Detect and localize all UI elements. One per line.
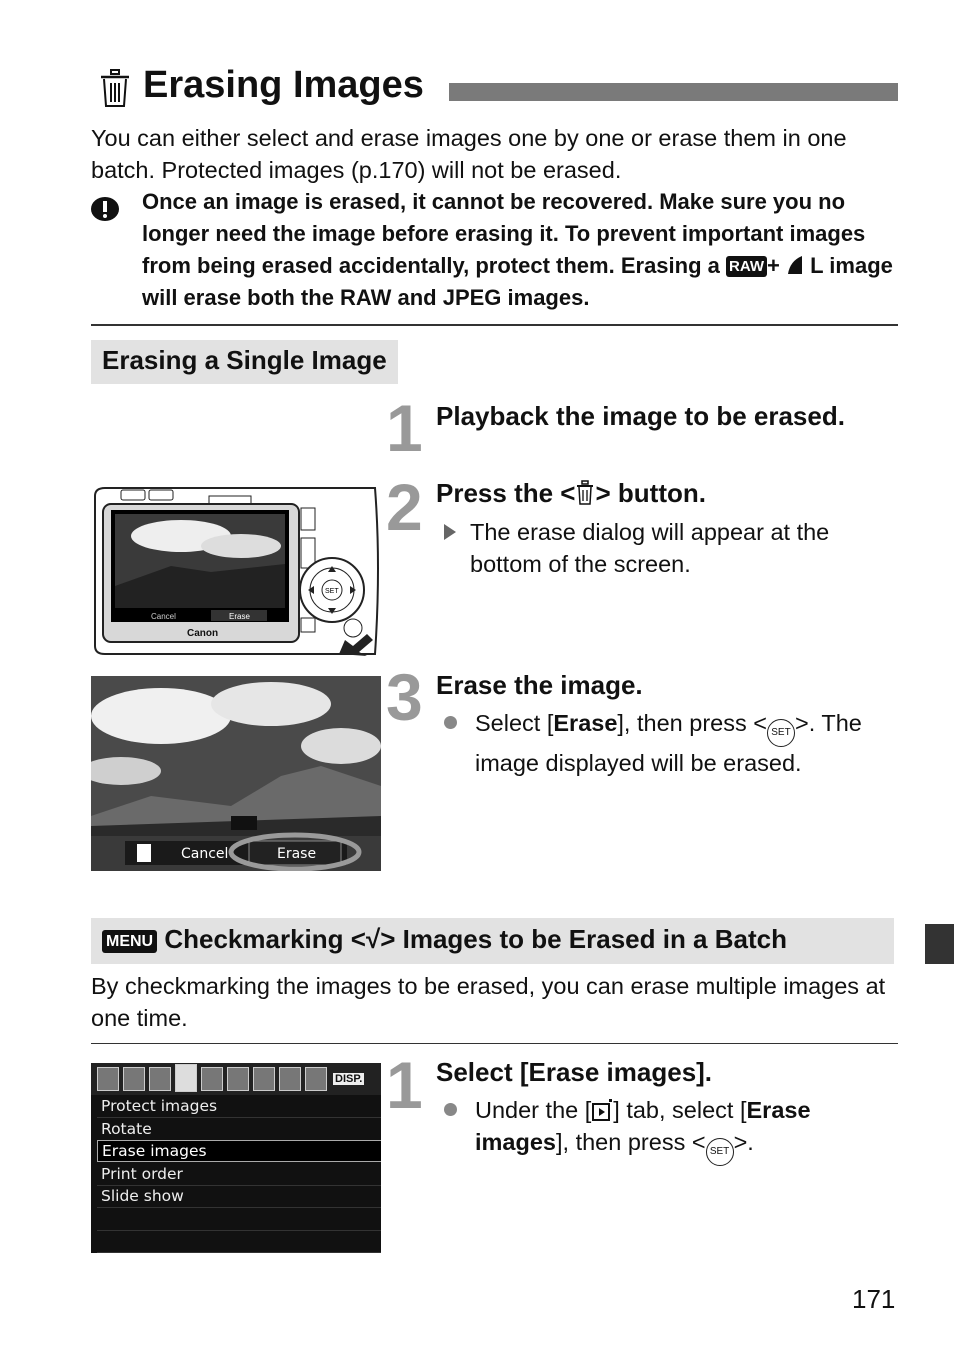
set-button-icon: SET bbox=[706, 1138, 734, 1166]
menu-item-empty bbox=[97, 1208, 381, 1231]
menu-item-rotate: Rotate bbox=[97, 1118, 381, 1141]
menu-tab bbox=[279, 1067, 301, 1091]
step-title-pre: Press the < bbox=[436, 478, 576, 508]
step-number: 1 bbox=[386, 391, 423, 465]
step-title: Playback the image to be erased. bbox=[436, 401, 845, 431]
check-mark: √ bbox=[365, 924, 381, 954]
quality-l: L bbox=[810, 253, 824, 278]
camera-cancel-label: Cancel bbox=[151, 612, 176, 621]
camera-brand: Canon bbox=[187, 628, 219, 639]
bullet-pre: Under the [ bbox=[475, 1097, 592, 1123]
disp-badge: DISP. bbox=[335, 1073, 363, 1085]
divider bbox=[91, 324, 898, 326]
result-arrow-icon bbox=[444, 524, 456, 540]
menu-tab bbox=[227, 1067, 249, 1091]
step-number: 3 bbox=[386, 660, 423, 734]
screen-erase-label: Erase bbox=[277, 846, 317, 862]
section-heading-single: Erasing a Single Image bbox=[91, 340, 398, 384]
camera-erase-label: Erase bbox=[229, 612, 250, 621]
menu-item-slide-show: Slide show bbox=[97, 1185, 381, 1208]
divider bbox=[91, 1043, 898, 1044]
bullet-post: ], then press < bbox=[556, 1129, 706, 1155]
section-heading-batch bbox=[91, 918, 894, 964]
caution-icon bbox=[90, 194, 120, 224]
step-title: Erase the image. bbox=[436, 670, 643, 700]
batch-intro-text: By checkmarking the images to be erased, you can erase multiple images at one time. bbox=[91, 973, 886, 1031]
page-number: 171 bbox=[852, 1284, 896, 1314]
heading-pre: Checkmarking < bbox=[164, 924, 366, 954]
erase-dialog-screen bbox=[91, 676, 381, 871]
bullet-post: >. The image displayed will be erased. bbox=[475, 710, 862, 776]
menu-item-erase-images: Erase images bbox=[97, 1140, 381, 1162]
menu-tab bbox=[149, 1067, 171, 1091]
bullet-end: >. bbox=[733, 1129, 754, 1155]
menu-item-print-order: Print order bbox=[97, 1163, 381, 1186]
step-number: 2 bbox=[386, 470, 423, 544]
heading-post: > Images to be Erased in a Batch bbox=[380, 924, 787, 954]
plus-sign: + bbox=[767, 253, 780, 278]
camera-back-illustration bbox=[91, 486, 381, 656]
menu-item-empty bbox=[97, 1230, 381, 1253]
menu-tab bbox=[253, 1067, 275, 1091]
step-bullet bbox=[444, 1094, 896, 1166]
menu-tab-playback-active bbox=[175, 1064, 197, 1092]
playback-menu-screen bbox=[91, 1063, 381, 1253]
caution-end: image will erase both the RAW and JPEG images. bbox=[142, 253, 893, 310]
step-bullet-text bbox=[475, 1094, 896, 1166]
intro-text: You can either select and erase images one by one or erase them in one batch. Protected images (p.170) will not be erased. bbox=[91, 125, 847, 183]
step-title bbox=[436, 478, 706, 509]
title-bar bbox=[449, 83, 898, 101]
step-title-post: > button. bbox=[595, 478, 706, 508]
caution-main: Once an image is erased, it cannot be recovered. Make sure you no longer need the image before erasing it. To prevent important images from being erased accidentally, protect them. Erasing a bbox=[142, 189, 866, 278]
fine-quality-icon bbox=[786, 255, 804, 275]
set-button-icon: SET bbox=[767, 719, 795, 747]
menu-badge: MENU bbox=[102, 930, 157, 953]
step-bullet-text: The erase dialog will appear at the bottom of the screen. bbox=[470, 519, 830, 577]
step-bullet-text bbox=[475, 707, 896, 779]
step-bullet bbox=[444, 707, 896, 779]
step-number: 1 bbox=[386, 1048, 423, 1122]
menu-tab bbox=[97, 1067, 119, 1091]
step-title: Select [Erase images]. bbox=[436, 1057, 713, 1087]
raw-badge: RAW bbox=[726, 256, 767, 277]
page-title: Erasing Images bbox=[143, 64, 424, 106]
bullet-mid: ], then press < bbox=[617, 710, 767, 736]
trash-icon bbox=[575, 480, 595, 506]
chapter-tab bbox=[925, 924, 954, 964]
menu-tab bbox=[305, 1067, 327, 1091]
camera-set-label: SET bbox=[325, 588, 339, 595]
screen-cancel-label: Cancel bbox=[181, 846, 229, 862]
playback-tab-icon bbox=[591, 1098, 613, 1122]
menu-item-protect: Protect images bbox=[97, 1095, 381, 1118]
trash-icon bbox=[96, 68, 134, 110]
caution-text bbox=[142, 186, 902, 314]
menu-tab bbox=[123, 1067, 145, 1091]
menu-tab bbox=[201, 1067, 223, 1091]
step-bullet bbox=[444, 516, 894, 580]
bullet-mid: ] tab, select [ bbox=[613, 1097, 747, 1123]
bullet-pre: Select [ bbox=[475, 710, 554, 736]
bullet-bold: Erase bbox=[553, 710, 618, 736]
menu-tabs bbox=[91, 1063, 381, 1095]
bullet-bold: Erase images bbox=[475, 1097, 811, 1155]
bullet-dot-icon bbox=[444, 716, 457, 729]
bullet-dot-icon bbox=[444, 1103, 457, 1116]
